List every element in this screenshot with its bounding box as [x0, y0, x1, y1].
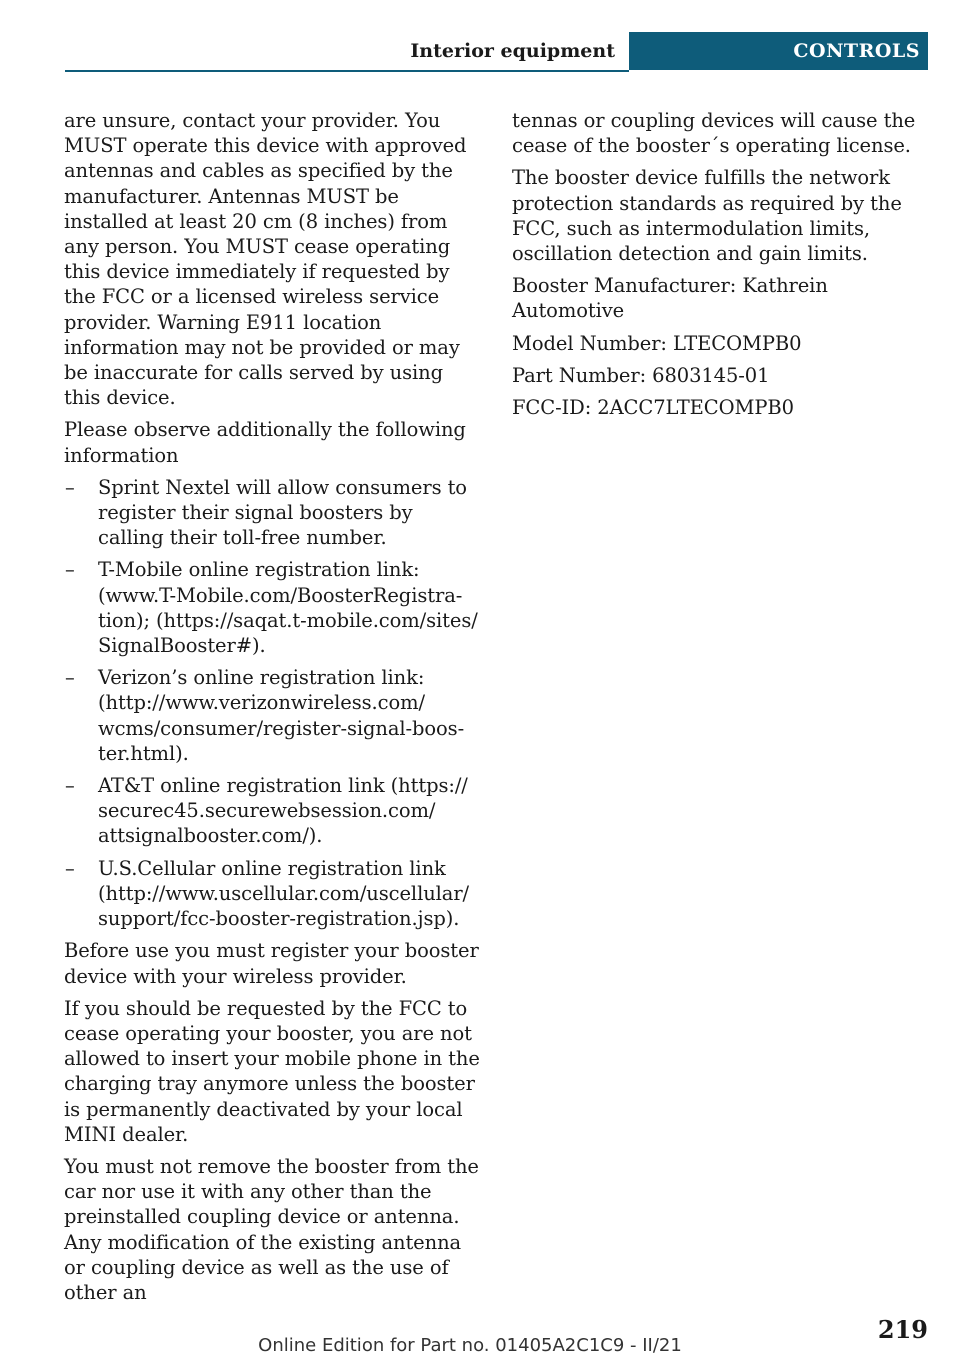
list-item-text: AT&T online registration link (https:// securec45.securewebsession.com/ attsignalbooster.com/). [98, 774, 468, 848]
manufacturer-line: Booster Manufacturer: Kathrein Automotive [512, 274, 828, 323]
paragraph: If you should be requested by the FCC to cease operating your booster, you are not allowed to insert your mobile phone in the charging tray anymore unless the booster is permanently deactivated by your local MINI dealer. [64, 996, 480, 1146]
list-item [64, 856, 484, 932]
list-item [64, 773, 484, 849]
model-number-line: Model Number: LTECOMPB0 [512, 331, 802, 355]
fcc-id-line: FCC-ID: 2ACC7LTECOMPB0 [512, 396, 794, 420]
paragraph: are unsure, contact your provider. You MUST operate this device with approved antennas and cables as specified by the manufacturer. Antennas MUST be installed at least 20 cm (8 inches) from any person. You MUST cease operating this device immediately if requested by the FCC or a licensed wireless service provider. Warning E911 location information may not be provided or may be inaccurate for calls served by using this device. [64, 109, 467, 410]
list-item [64, 665, 484, 766]
provider-registration-list [64, 475, 484, 931]
page-header [65, 32, 928, 70]
page-number: 219 [877, 1315, 928, 1344]
bullet-dash: – [65, 558, 75, 582]
edition-footer: Online Edition for Part no. 01405A2C1C9 - II/21 [258, 1335, 682, 1356]
paragraph: Before use you must register your booster device with your wireless provider. [64, 939, 479, 988]
list-item [64, 475, 484, 551]
paragraph: The booster device fulfills the network protection standards as required by the FCC, such as intermodulation limits, oscillation detection and gain limits. [512, 166, 902, 266]
list-item-text: Verizon’s online registration link: (http://www.verizonwireless.com/ wcms/consumer/register-signal-booster.html). [98, 666, 465, 765]
left-column [64, 108, 484, 1312]
list-item-text: Sprint Nextel will allow consumers to register their signal boosters by calling their toll-free number. [98, 475, 467, 550]
paragraph: Please observe additionally the following information [64, 418, 466, 467]
part-number-line: Part Number: 6803145-01 [512, 363, 770, 387]
list-item [64, 557, 484, 658]
bullet-dash: – [65, 475, 75, 499]
list-item-text: U.S.Cellular online registration link (http://www.uscellular.com/uscellular/ support/fcc-booster-registration.jsp). [98, 856, 470, 931]
paragraph: You must not remove the booster from the car nor use it with any other than the preinstalled coupling device or antenna. Any modification of the existing antenna or coupling device as well as the use of other an [64, 1154, 479, 1304]
bullet-dash: – [65, 856, 75, 880]
header-rule [65, 70, 629, 72]
chapter-tab: CONTROLS [629, 32, 928, 70]
list-item-text: T-Mobile online registration link: (www.T-Mobile.com/BoosterRegistration); (https://saqat.t-mobile.com/sites/ SignalBooster#). [98, 558, 478, 658]
right-column [512, 108, 932, 427]
bullet-dash: – [65, 666, 75, 690]
paragraph: tennas or coupling devices will cause the cease of the booster´s operating license. [512, 109, 916, 158]
bullet-dash: – [65, 774, 75, 798]
section-title: Interior equipment [410, 40, 615, 62]
